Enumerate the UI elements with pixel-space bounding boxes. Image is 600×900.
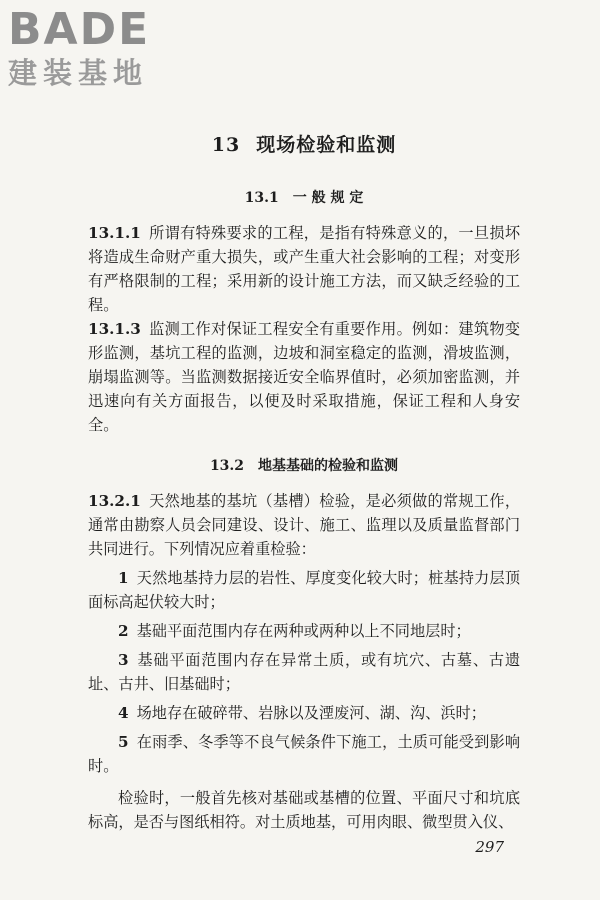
list-item <box>88 648 520 696</box>
page-content <box>88 130 520 834</box>
section-number: 13.1 <box>244 190 279 206</box>
chapter-number: 13 <box>211 134 241 156</box>
section-title: 地基基础的检验和监测 <box>258 458 399 474</box>
clause-number: 13.1.1 <box>88 224 141 242</box>
clause-number: 13.1.3 <box>88 320 141 338</box>
item-number: 4 <box>118 704 129 722</box>
closing-paragraph: 检验时，一般首先核对基础或基槽的位置、平面尺寸和坑底标高，是否与图纸相符。对土质地基，可用肉眼、微型贯入仪、 <box>88 789 520 831</box>
chapter-title: 现场检验和监测 <box>256 134 397 156</box>
chapter-heading <box>88 130 520 157</box>
section-title: 一 般 规 定 <box>292 190 364 206</box>
item-number: 1 <box>118 569 129 587</box>
section-heading <box>88 187 520 207</box>
list-item <box>88 566 520 614</box>
item-text: 场地存在破碎带、岩脉以及湮废河、湖、沟、浜时； <box>136 704 486 722</box>
logo-wordmark: BADE <box>8 4 151 55</box>
list-item <box>88 619 520 643</box>
item-number: 3 <box>118 651 129 669</box>
item-number: 5 <box>118 733 129 751</box>
page-number: 297 <box>475 838 504 856</box>
item-number: 2 <box>118 622 129 640</box>
item-text: 基础平面范围内存在两种或两种以上不同地层时； <box>136 622 471 640</box>
item-text: 基础平面范围内存在异常土质，或有坑穴、古墓、古遗址、古井、旧基础时； <box>88 651 520 693</box>
clause-text: 监测工作对保证工程安全有重要作用。例如：建筑物变形监测，基坑工程的监测，边坡和洞室稳定的监测，滑坡监测，崩塌监测等。当监测数据接近安全临界值时，必须加密监测，并迅速向有关方面报告，以便及时采取措施，保证工程和人身安全。 <box>88 320 520 434</box>
clause-text: 所谓有特殊要求的工程，是指有特殊意义的，一旦损坏将造成生命财产重大损失，或产生重大社会影响的工程；对变形有严格限制的工程；采用新的设计施工方法，而又缺乏经验的工程。 <box>88 224 520 314</box>
item-text: 在雨季、冬季等不良气候条件下施工，土质可能受到影响时。 <box>88 733 520 775</box>
clause-number: 13.2.1 <box>88 492 141 510</box>
clause-text: 天然地基的基坑（基槽）检验，是必须做的常规工作，通常由勘察人员会同建设、设计、施工、监理以及质量监督部门共同进行。下列情况应着重检验： <box>88 492 520 558</box>
section-number: 13.2 <box>209 458 245 474</box>
list-item <box>88 701 520 725</box>
list-item <box>88 730 520 778</box>
clause-paragraph <box>88 221 520 317</box>
clause-paragraph <box>88 317 520 437</box>
item-text: 天然地基持力层的岩性、厚度变化较大时；桩基持力层顶面标高起伏较大时； <box>88 569 520 611</box>
logo-subtitle: 建装基地 <box>8 56 149 90</box>
section-heading <box>88 455 520 475</box>
logo <box>8 6 150 90</box>
clause-paragraph <box>88 489 520 561</box>
